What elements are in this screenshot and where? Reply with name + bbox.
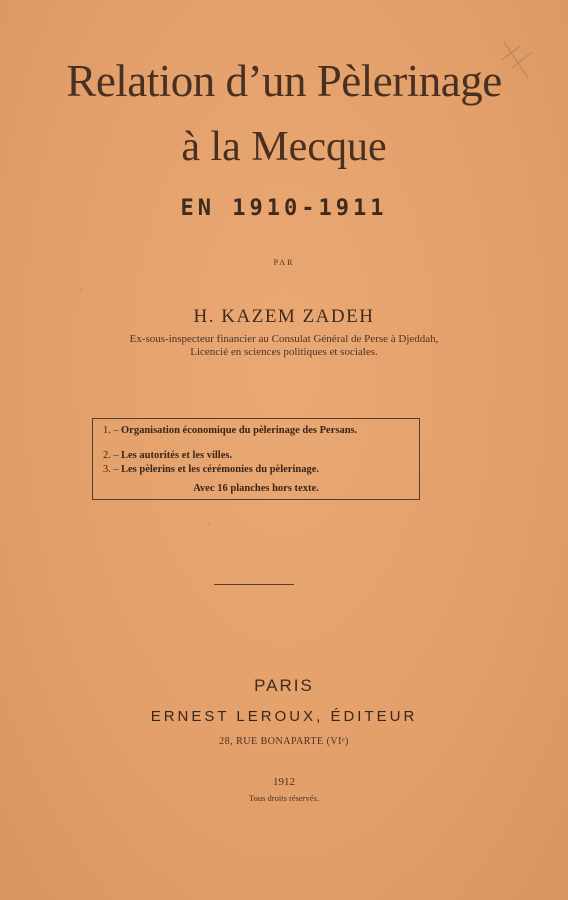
contents-item (103, 425, 409, 437)
author-credentials (0, 333, 568, 359)
contents-item-number: 2. – (103, 450, 119, 461)
contents-item-text: Les autorités et les villes. (121, 450, 233, 461)
author-credential-line: Ex-sous-inspecteur financier au Consulat Général de Perse à Djeddah, (129, 333, 439, 345)
publisher-name: ERNEST LEROUX, ÉDITEUR (150, 708, 418, 725)
author-name: H. KAZEM ZADEH (193, 306, 375, 327)
title-line-2: à la Mecque (181, 124, 387, 170)
author-credential-line: Licencié en sciences politiques et sociales. (190, 346, 378, 358)
paper-stain (208, 522, 211, 525)
publisher-address: 28, RUE BONAPARTE (VIᵉ) (219, 736, 349, 747)
contents-item-text: Organisation économique du pèlerinage des Persans. (121, 425, 358, 436)
by-label: PAR (273, 258, 295, 267)
contents-item (103, 464, 409, 476)
plates-note: Avec 16 planches hors texte. (193, 483, 319, 494)
publication-years: EN 1910-1911 (180, 196, 388, 221)
contents-item-text: Les pèlerins et les cérémonies du pèlerinage. (121, 464, 320, 475)
contents-item-number: 3. – (103, 464, 119, 475)
contents-item (103, 450, 409, 462)
publication-year: 1912 (273, 776, 295, 788)
publication-city: PARIS (254, 676, 314, 695)
rights-notice: Tous droits réservés. (249, 793, 319, 803)
title-line-1: Relation d’un Pèlerinage (66, 56, 502, 106)
paper-stain (80, 288, 83, 291)
divider-rule (214, 584, 294, 585)
contents-box (92, 418, 420, 500)
contents-item-number: 1. – (103, 425, 119, 436)
